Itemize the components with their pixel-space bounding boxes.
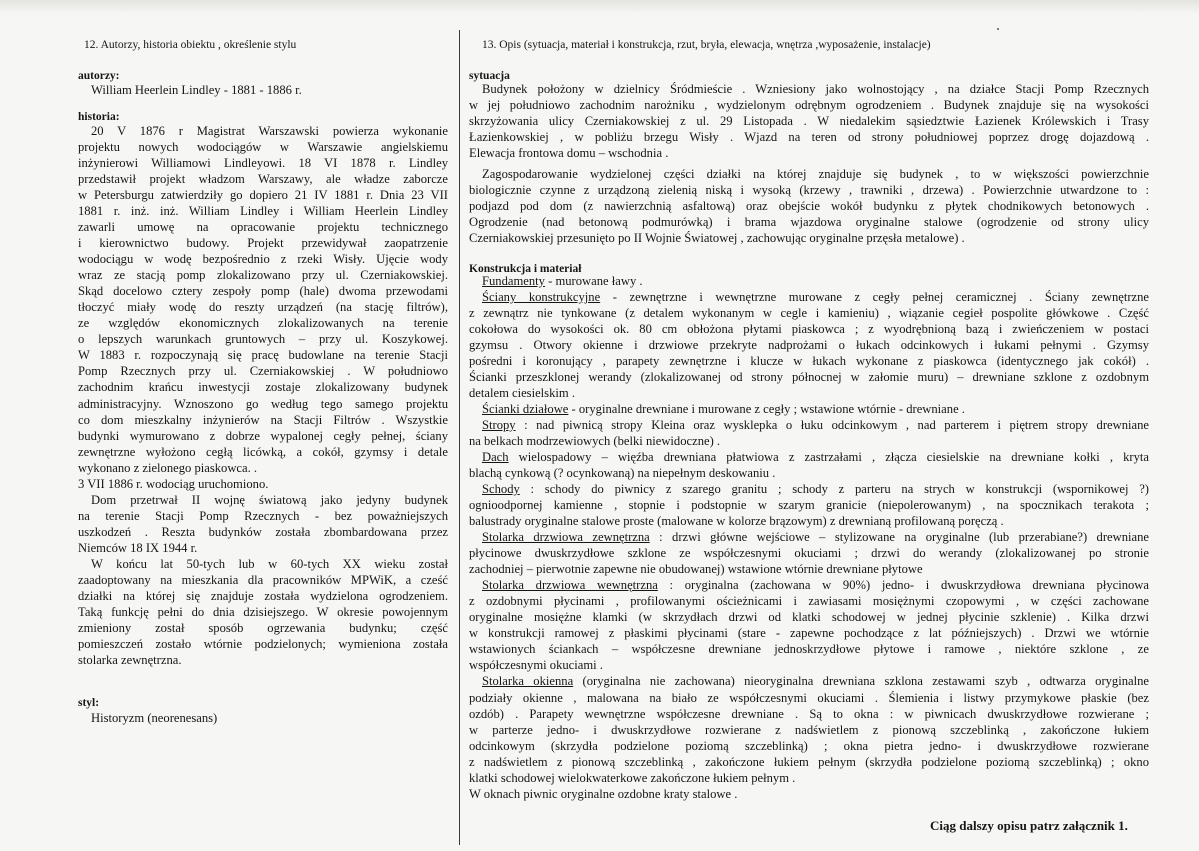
stolarka-okienna-line: ozdób) . Parapety wewnętrzne współczesne drewniane . Są to okna : w piwnicach dwuskrzydłowe rozwierane ; [469, 707, 1149, 721]
history-line: Skąd docelowo cztery zespoły pomp (hale) dwoma przewodami [78, 284, 448, 298]
fundamenty-line-text: - murowane ławy . [544, 274, 643, 288]
history-line: wykonano z zielonego piaskowca. . [78, 461, 258, 475]
history-line: wodociągu w wodę bezpośrednio z rzeki Wisły. Ujęcie wody [78, 252, 448, 266]
section-12-header: 12. Autorzy, historia obiektu , określenie stylu [84, 39, 297, 51]
stolarka-okienna-line: w parterze jedno- i dwuskrzydłowe rozwierane z nadświetlem z pionową szczeblinką , zakończone łukiem [469, 723, 1149, 737]
stolarka-okienna-line: klatki schodowej wielokwaterkowe zakończone łukiem pełnym . [469, 771, 796, 785]
situation-label: sytuacja [469, 70, 510, 82]
stolarka-okienna-line: podziały okienne , malowana na biało ze współczesnymi okuciami . Ślemienia i listwy przymykowe płaskie (bez [469, 691, 1149, 705]
stolarka-zewnetrzna-line [482, 529, 1149, 545]
history-line: Pomp Rzecznych przy ul. Czerniakowskiej . W południowo [78, 364, 448, 378]
history-line: przedstawił projekt władzom Warszawy, ale władze zaborcze [78, 172, 448, 186]
situation-line: Łazienkowskiej , w pobliżu brzegu Wisły . Wjazd na teren od strony południowej poprzez drogę dojazdową . [469, 130, 1149, 144]
stolarka-okienna-line: W oknach piwnic oryginalne ozdobne kraty stalowe . [469, 787, 738, 801]
stolarka-okienna-line-term: Stolarka okienna [482, 674, 574, 688]
history-line: Dom przetrwał II wojnę światową jako jedyny budynek [91, 493, 448, 507]
history-line: 1881 r. inż. inż. William Lindley i William Heerlein Lindley [78, 204, 448, 218]
dach-line: blachą cynkową (? ocynkowaną) na niepełnym deskowaniu . [469, 466, 776, 480]
scan-speck [997, 28, 999, 30]
stropy-line-text: : nad piwnicą stropy Kleina oraz wysklepka o łuku odcinkowym , nad parterem i piętrem stropy drewniane [515, 418, 1149, 432]
stolarka-zewnetrzna-line-term: Stolarka drzwiowa zewnętrzna [482, 530, 650, 544]
history-line: w Petersburgu zatwierdziły go dopiero 21 IV 1881 r. Dnia 23 VII [78, 188, 448, 202]
scianki-line-term: Ścianki działowe [482, 402, 569, 416]
sciany-line: pośredni i koronujący , parapety zewnętrzne i klucze w łukach wykonane z piaskowca (identycznego jak cokół) . [469, 354, 1149, 368]
history-line: na terenie Stacji Pomp Rzecznych - bez poważniejszych [78, 509, 448, 523]
stolarka-zewnetrzna-line: płycinowe dwuskrzydłowe szklone ze współczesnymi okuciami ; drzwi do werandy (zlokalizowanej po stronie [469, 546, 1149, 560]
history-line: budynki wymurowano z dobrze wypalonej cegły pełnej, ściany [78, 429, 448, 443]
authors-text: William Heerlein Lindley - 1881 - 1886 r. [91, 83, 302, 97]
stolarka-wewnetrzna-line: w konstrukcji ramowej z płaskimi płycinami (stare - zapewne pochodzące z lat późniejszych) . Drzwi we wtórnie [469, 626, 1149, 640]
dach-line-text: wielospadowy – więźba drewniana płatwiowa z zastrzałami , złącza ciesielskie na drewniane kołki , kryta [508, 450, 1149, 464]
stolarka-okienna-line: z nadświetlem z pionową szczeblinką , zakończone łukiem pełnym (skrzydła podzielone poziomą szczeblinką) ; okno [469, 755, 1149, 769]
dach-line [482, 449, 1149, 465]
section-13-header: 13. Opis (sytuacja, materiał i konstrukcja, rzut, bryła, elewacja, wnętrza ,wyposażenie, instalacje) [482, 39, 931, 51]
schody-line-term: Schody [482, 482, 520, 496]
history-line: zachodnim krańcu inwestycji zostaje zlokalizowany budynek [78, 380, 448, 394]
history-line: 20 V 1876 r Magistrat Warszawski powierza wykonanie [91, 124, 448, 138]
stolarka-wewnetrzna-line: współczesnymi okuciami . [469, 658, 603, 672]
scianki-line-text: - oryginalne drewniane i murowane z cegły ; wstawione wtórnie - drewniane . [568, 402, 965, 416]
schody-line [482, 481, 1149, 497]
scan-edge [0, 0, 1199, 14]
history-line: Niemców 18 IX 1944 r. [78, 541, 198, 555]
sciany-line [482, 289, 1149, 305]
schody-line: balustrady oryginalne stalowe proste (malowane w kolorze brązowym) z drewnianą profilowaną poręczą . [469, 514, 1004, 528]
history-line: i kierownictwo budowy. Projekt przewidywał zaopatrzenie [78, 236, 448, 250]
history-line: co dom mieszkalny inżynierów na Stacji Filtrów . Wszystkie [78, 413, 448, 427]
sciany-line: cokołowa do wysokości ok. 80 cm obłożona płytami piaskowca ; z wyodrębnioną bazą i zwieńczeniem w postaci [469, 322, 1149, 336]
sciany-line: detalem ciesielskim . [469, 386, 575, 400]
history-line: uszkodzeń . Reszta budynków została zbombardowana przez [78, 525, 448, 539]
fundamenty-line [482, 273, 643, 289]
stolarka-wewnetrzna-line: z ozdobnymi płycinami , profilowanymi ościeżnicami i zawiasami mosiężnymi czopowymi , w części zachowane [469, 594, 1149, 608]
scianki-line [482, 401, 965, 417]
style-label: styl: [78, 697, 100, 709]
sciany-line: gzymsu . Otwory okienne i drzwiowe przekryte nadprożami o łukach odcinkowych i łukami pełnymi . Gzymsy [469, 338, 1149, 352]
situation-line: Czerniakowskiej przesunięto po II Wojnie Światowej , zachowując oryginalne przęsła metalowe) . [469, 231, 965, 245]
history-line: zewnętrzne wyłożono cegłą licówką, a cokół, gzymsy i detale [78, 445, 448, 459]
continuation-note: Ciąg dalszy opisu patrz załącznik 1. [930, 818, 1128, 833]
history-line: Taką funkcję pełni do dnia dzisiejszego. W okresie powojennym [78, 605, 448, 619]
stropy-line-term: Stropy [482, 418, 516, 432]
history-line: W końcu lat 50-tych lub w 60-tych XX wieku został [91, 557, 448, 571]
history-line: zawarli umowę na opracowanie projektu technicznego [78, 220, 448, 234]
history-line: zmieniony został sposób ogrzewania budynku; część [78, 621, 448, 635]
authors-label: autorzy: [78, 70, 120, 82]
stolarka-wewnetrzna-line-term: Stolarka drzwiowa wewnętrzna [482, 578, 658, 592]
construction-label: Konstrukcja i materiał [469, 263, 582, 275]
stolarka-okienna-line [482, 673, 1149, 689]
history-line: tłoczyć miały wodę do reszty urządzeń (na stację filtrów), [78, 300, 448, 314]
history-line: inżynierowi Williamowi Lindleyowi. 18 VI 1878 r. Lindley [78, 156, 448, 170]
history-label: historia: [78, 111, 120, 123]
situation-line: Ogrodzenie (nad betonową podmurówką) i brama wjazdowa oryginalne stalowe (ogrodzenie od strony ulicy [469, 215, 1149, 229]
column-divider [459, 30, 460, 845]
sciany-line-term: Ściany konstrukcyjne [482, 290, 601, 304]
style-text: Historyzm (neorenesans) [91, 711, 218, 725]
stolarka-okienna-line: odcinkowym (skrzydła podzielone poziomą szczeblinką) ; okna pietra jedno- i dwuskrzydłowe rozwierane [469, 739, 1149, 753]
situation-line: Zagospodarowanie wydzielonej części działki na której znajduje się budynek , to w większości powierzchnie [482, 167, 1149, 181]
history-line: pomieszczeń zostało wtórnie podzielonych; wymieniona została [78, 637, 448, 651]
history-line: stolarka zewnętrzna. [78, 653, 182, 667]
history-line: ze względów ekonomicznych zlokalizowanych na terenie [78, 316, 448, 330]
stropy-line [482, 417, 1149, 433]
stolarka-wewnetrzna-line-text: : oryginalna (zachowana w 90%) jedno- i dwuskrzydłowa drewniana płycinowa [657, 578, 1149, 592]
stolarka-zewnetrzna-line: zachodniej – pierwotnie zapewne nie obudowanej) wstawione wtórnie drewniane płytowe [469, 562, 923, 576]
stolarka-wewnetrzna-line: oryginalne mosiężne klamki (w skrzydłach drzwi od klatki schodowej w jednej płycinie szklenie) . Kilka drzwi [469, 610, 1149, 624]
stolarka-zewnetrzna-line-text: : drzwi główne wejściowe – stylizowane na oryginalne (lub przerabiane?) drewniane [649, 530, 1149, 544]
stolarka-wewnetrzna-line: wstawionych ściankach – współczesne drewniane jednoskrzydłowe płytowe i ramowe , niektóre szklone , ze [469, 642, 1149, 656]
sciany-line-text: - zewnętrzne i wewnętrzne murowane z cegły pełnej ceramicznej . Ściany zewnętrzne [600, 290, 1149, 304]
schody-line: ognioodpornej kamienne , stopnie i podstopnie w szarym granicie (niepolerowanym) , na spocznikach terakota ; [469, 498, 1149, 512]
situation-line: Budynek położony w dzielnicy Śródmieście . Wzniesiony jako wolnostojący , na działce Stacji Pomp Rzecznych [482, 82, 1149, 96]
history-line: projektu nowych wodociągów w Warszawie angielskiemu [78, 140, 448, 154]
stropy-line: na belkach modrzewiowych (belki niewidoczne) . [469, 434, 721, 448]
fundamenty-line-term: Fundamenty [482, 274, 545, 288]
dach-line-term: Dach [482, 450, 509, 464]
sciany-line: Ścianki przeszklonej werandy (zlokalizowanej od strony północnej w załomie muru) – drewniane szklone z ozdobnym [469, 370, 1149, 384]
sciany-line: z zewnątrz nie tynkowane (z detalem wykonanym w cegle i kamieniu) , wiązanie cegieł pospolite główkowe . Część [469, 306, 1149, 320]
history-line: o lepszych warunkach gruntowych – przy ul. Koszykowej. [78, 332, 448, 346]
history-line: 3 VII 1886 r. wodociąg uruchomiono. [78, 477, 269, 491]
situation-line: skrzyżowania ulicy Czerniakowskiej z ul. 29 Listopada . W niedalekim sąsiedztwie Łazienek Królewskich i Trasy [469, 114, 1149, 128]
situation-line: w jej południowo zachodnim narożniku , wydzielonym odrębnym ogrodzeniem . Budynek znajduje się na wysokości [469, 98, 1149, 112]
stolarka-wewnetrzna-line [482, 577, 1149, 593]
history-line: W 1883 r. rozpoczynają się pracę budowlane na terenie Stacji [78, 348, 448, 362]
situation-line: Elewacja frontowa domu – wschodnia . [469, 146, 669, 160]
history-line: wraz ze stacją pomp zlokalizowano przy ul. Czerniakowskiej. [78, 268, 448, 282]
stolarka-okienna-line-text: (oryginalna nie zachowana) nieoryginalna drewniana szklona zestawami szyb , odtwarza oryginalne [573, 674, 1150, 688]
schody-line-text: : schody do piwnicy z szarego granitu ; schody z parteru na strych w konstrukcji (wspornikowej ?) [519, 482, 1149, 496]
history-line: zaadoptowany na mieszkania dla pracowników MPWiK, a cześć [78, 573, 448, 587]
situation-line: podjazd pod dom (z nawierzchnią asfaltową) oraz obejście wokół budynku z płytek chodnikowych betonowych . [469, 199, 1149, 213]
history-line: administracyjny. Wznoszono go według tego samego projektu [78, 397, 448, 411]
history-line: działki na której się znajduje została wydzielona ogrodzeniem. [78, 589, 448, 603]
situation-line: biologicznie czynne z urządzoną zielenią niską i wysoką (krzewy , trawniki , drzewa) . Powierzchnie utwardzone to : [469, 183, 1149, 197]
